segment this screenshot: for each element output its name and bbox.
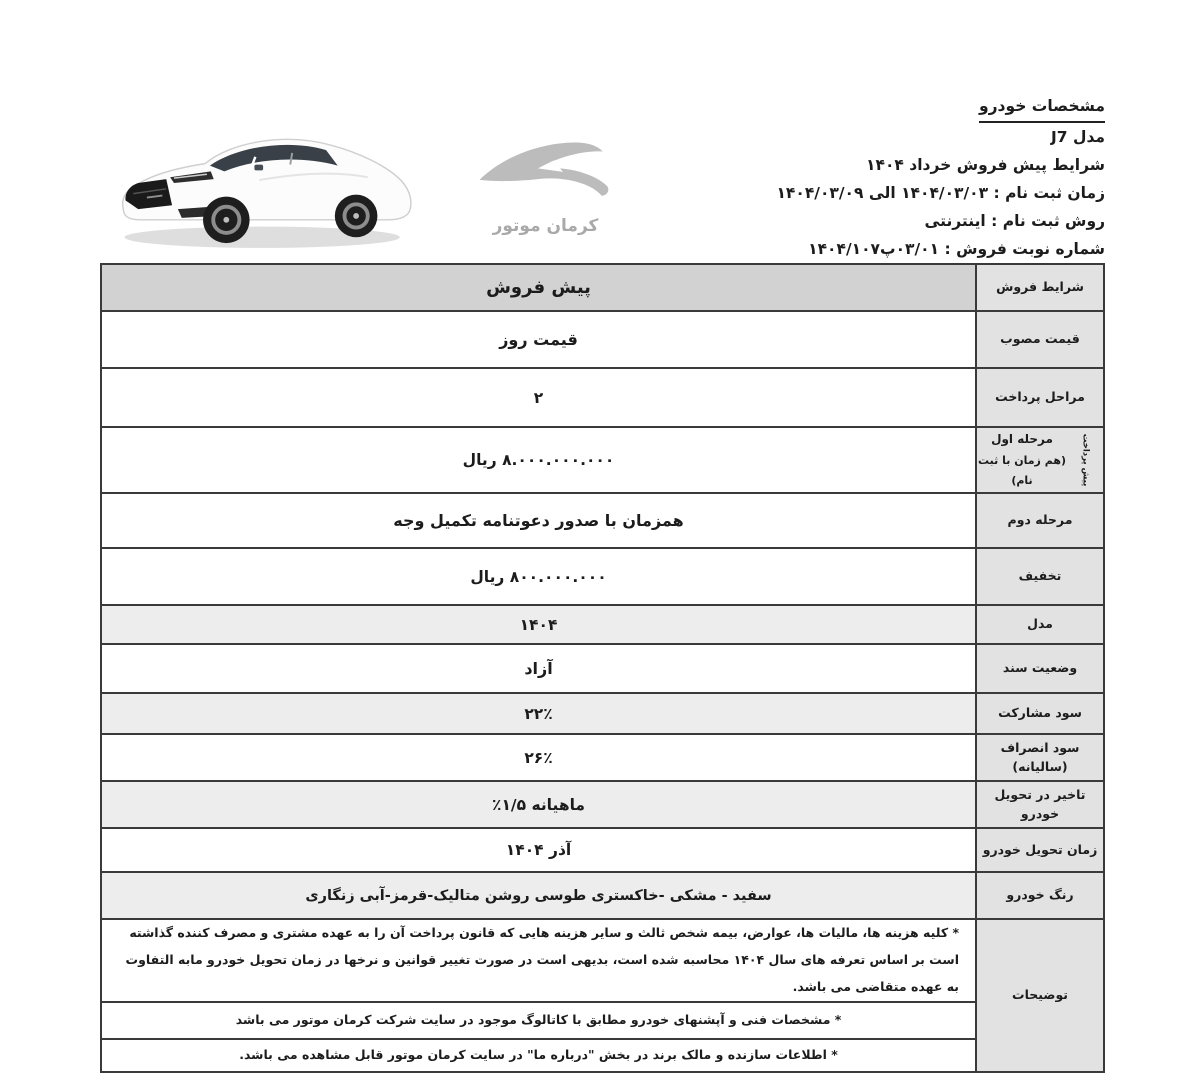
specs-title: مشخصات خودرو: [979, 92, 1105, 123]
presale-conditions-table: [100, 263, 1105, 1073]
table-row: [102, 312, 1103, 369]
row-label: قیمت مصوب: [975, 312, 1103, 367]
row-label: سود انصراف (سالیانه): [975, 735, 1103, 780]
row-value: پیش فروش: [102, 265, 975, 310]
row-value: ۱۴۰۴: [102, 606, 975, 643]
row-value: قیمت روز: [102, 312, 975, 367]
rotated-side-label: پیش پرداخت: [1067, 428, 1103, 492]
table-row: [102, 735, 1103, 782]
row-value: ۸۰۰.۰۰۰.۰۰۰ ریال: [102, 549, 975, 604]
table-row: [102, 265, 1103, 312]
white-sedan-illustration: [112, 108, 422, 258]
notes-label: توضیحات: [975, 920, 1103, 1071]
row-label: مرحله اول (هم زمان با ثبت نام): [975, 428, 1067, 492]
sale-terms-line: شرایط پیش فروش خرداد ۱۴۰۴: [866, 156, 1105, 174]
kerman-motor-wing-logo-icon: [461, 132, 631, 210]
table-row: [102, 829, 1103, 873]
notes-row: [102, 920, 1103, 1071]
row-label: زمان تحویل خودرو: [975, 829, 1103, 871]
row-value: ۸.۰۰۰.۰۰۰.۰۰۰ ریال: [102, 428, 975, 492]
row-value: ماهیانه ۱/۵٪: [102, 782, 975, 827]
car-photo: [112, 108, 422, 258]
note-item: * مشخصات فنی و آپشنهای خودرو مطابق با کاتالوگ موجود در سایت شرکت کرمان موتور می باشد: [102, 1003, 975, 1040]
table-row: [102, 549, 1103, 606]
row-value: ۲: [102, 369, 975, 426]
table-row: [102, 873, 1103, 920]
model-line: مدل J7: [1051, 128, 1105, 146]
row-value: ۲۶٪: [102, 735, 975, 780]
row-label: مدل: [975, 606, 1103, 643]
row-value: آذر ۱۴۰۴: [102, 829, 975, 871]
row-label: مرحله دوم: [975, 494, 1103, 547]
sale-turn-line: شماره نوبت فروش : ۰۳/۰۱پ۱۴۰۴/۱۰۷: [808, 240, 1105, 258]
table-row: [102, 428, 1103, 494]
table-row: [102, 645, 1103, 694]
table-row: [102, 782, 1103, 829]
brand-name: کرمان موتور: [492, 216, 599, 236]
registration-method-line: روش ثبت نام : اینترنتی: [924, 212, 1105, 230]
table-row: [102, 694, 1103, 735]
vehicle-specs-block: [776, 92, 1105, 263]
row-label: شرایط فروش: [975, 265, 1103, 310]
note-item: * کلیه هزینه ها، مالیات ها، عوارض، بیمه شخص ثالث و سایر هزینه هایی که قانون پرداخت آن را به عهده مشتری و مصرف کننده گذاشته است بر اساس تعرفه های سال ۱۴۰۴ محاسبه شده است، بدیهی است در صورت تغییر قوانین و نرخها در زمان تحویل خودرو مابه التفاوت به عهده متقاضی می باشد.: [102, 920, 975, 1003]
row-value: ۲۲٪: [102, 694, 975, 733]
row-label: تاخیر در تحویل خودرو: [975, 782, 1103, 827]
row-label: سود مشارکت: [975, 694, 1103, 733]
table-row: [102, 369, 1103, 428]
row-label: تخفیف: [975, 549, 1103, 604]
row-value: همزمان با صدور دعوتنامه تکمیل وجه: [102, 494, 975, 547]
notes-column: [102, 920, 975, 1071]
table-row: [102, 606, 1103, 645]
row-label: مراحل پرداخت: [975, 369, 1103, 426]
row-value: آزاد: [102, 645, 975, 692]
row-value: سفید - مشکی -خاکستری طوسی روشن متالیک-قرمز-آبی زنگاری: [102, 873, 975, 918]
brand-logo: [448, 132, 643, 247]
row-label: وضعیت سند: [975, 645, 1103, 692]
note-item: * اطلاعات سازنده و مالک برند در بخش "درباره ما" در سایت کرمان موتور قابل مشاهده می باشد.: [102, 1040, 975, 1071]
table-row: [102, 494, 1103, 549]
row-label: رنگ خودرو: [975, 873, 1103, 918]
registration-time-line: زمان ثبت نام : ۱۴۰۴/۰۳/۰۳ الی ۱۴۰۴/۰۳/۰۹: [776, 184, 1105, 202]
